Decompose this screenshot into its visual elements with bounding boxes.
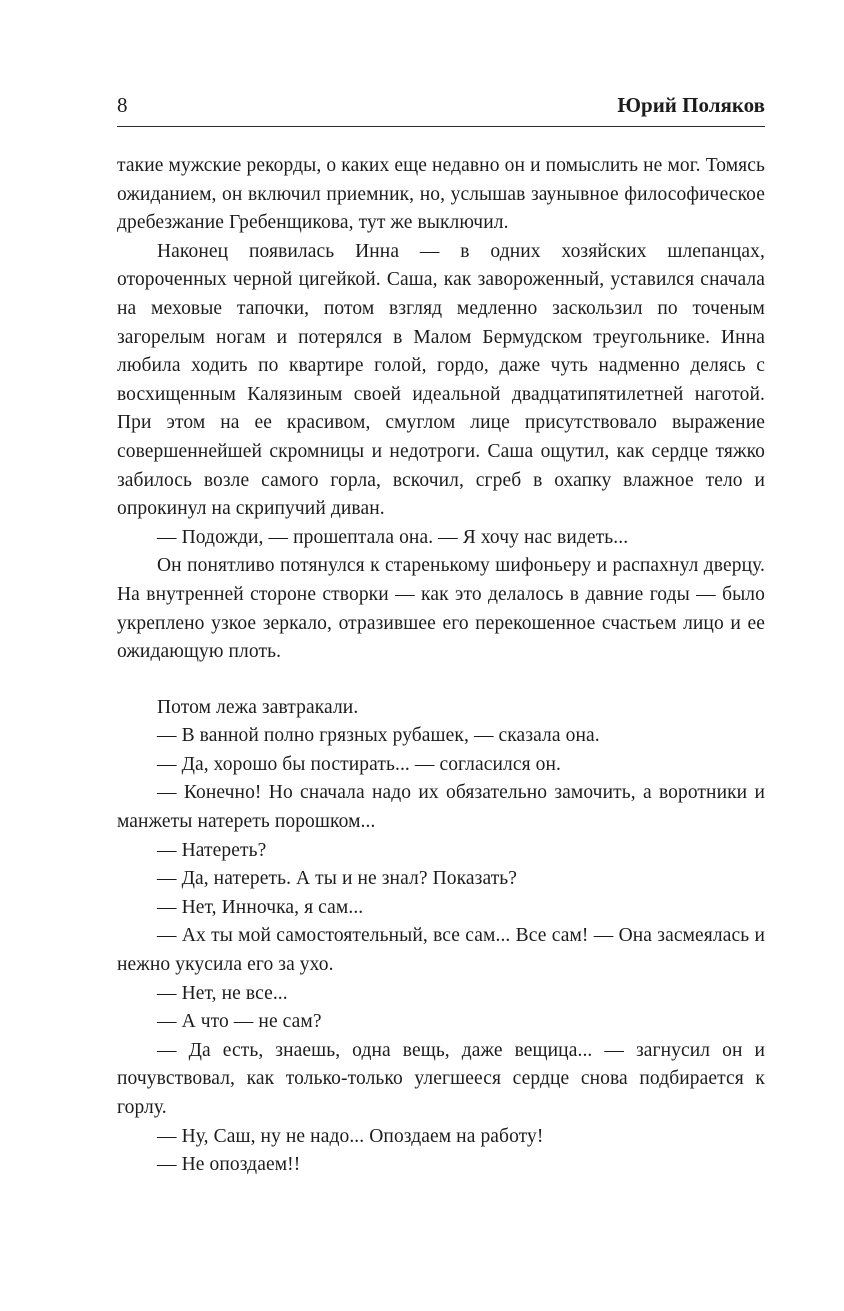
running-head-author: Юрий Поляков	[617, 93, 765, 117]
paragraph-dialogue: — Конечно! Но сначала надо их обязательно замочить, а воротники и манжеты натереть порошком...	[117, 782, 765, 833]
paragraph: Потом лежа завтракали.	[157, 696, 359, 718]
paragraph-dialogue: — Натереть?	[157, 839, 267, 861]
paragraph-dialogue: — Подожди, — прошептала она. — Я хочу нас видеть...	[157, 526, 629, 548]
paragraph-dialogue: — Ну, Саш, ну не надо... Опоздаем на работу!	[157, 1125, 544, 1147]
paragraph-dialogue: — В ванной полно грязных рубашек, — сказала она.	[157, 725, 600, 747]
paragraph-dialogue: — Нет, Инночка, я сам...	[157, 896, 364, 918]
paragraph-dialogue: — Нет, не все...	[157, 982, 288, 1004]
paragraph: Наконец появилась Инна — в одних хозяйских шлепанцах, отороченных черной цигейкой. Саша, как завороженный, уставился сначала на меховые тапочки, потом взгляд медленно заскользил по точеным загорелым ногам и потерялся в Малом Бермудском треугольнике. Инна любила ходить по квартире голой, гордо, даже чуть надменно делясь с восхищенным Калязиным своей идеальной двадцатипятилетней наготой. При этом на ее красивом, смуглом лице присутствовало выражение совершеннейшей скромницы и недотроги. Саша ощутил, как сердце тяжко забилось возле самого горла, вскочил, сгреб в охапку влажное тело и опрокинул на скрипучий диван.	[117, 240, 765, 520]
header-rule	[117, 126, 765, 127]
body-text	[117, 152, 765, 1180]
running-header	[117, 93, 765, 117]
paragraph-dialogue: — Ах ты мой самостоятельный, все сам... Все сам! — Она засмеялась и нежно укусила его за ухо.	[117, 925, 765, 976]
page-number: 8	[117, 93, 128, 117]
paragraph-dialogue: — Да, натереть. А ты и не знал? Показать?	[157, 868, 518, 890]
paragraph-dialogue: — Да есть, знаешь, одна вещь, даже вещица... — загнусил он и почувствовал, как только-только улегшееся сердце снова подбирается к горлу.	[117, 1039, 765, 1118]
paragraph-dialogue: — Не опоздаем!!	[157, 1154, 301, 1176]
paragraph: такие мужские рекорды, о каких еще недавно он и помыслить не мог. Томясь ожиданием, он включил приемник, но, услышав заунывное философическое дребезжание Гребенщикова, тут же выключил.	[117, 155, 765, 234]
paragraph-dialogue: — А что — не сам?	[157, 1011, 322, 1033]
paragraph: Он понятливо потянулся к старенькому шифоньеру и распахнул дверцу. На внутренней стороне створки — как это делалось в давние годы — было укреплено узкое зеркало, отразившее его перекошенное счастьем лицо и ее ожидающую плоть.	[117, 555, 765, 663]
paragraph-dialogue: — Да, хорошо бы постирать... — согласился он.	[157, 753, 562, 775]
